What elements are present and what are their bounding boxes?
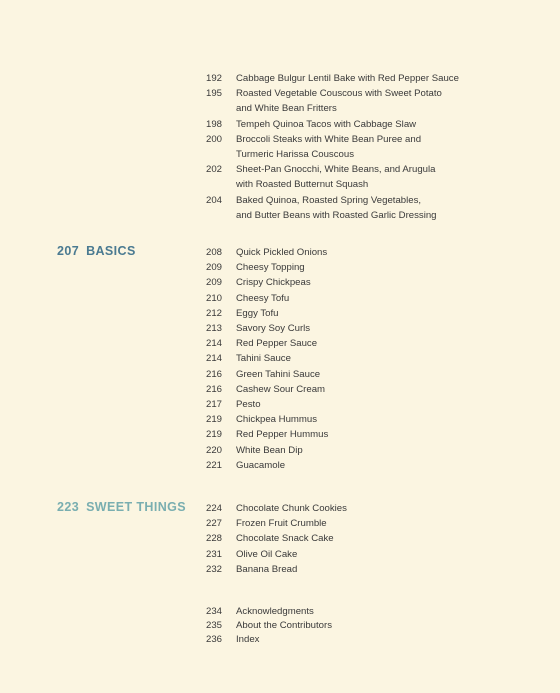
entry-title: Pesto bbox=[236, 399, 261, 411]
entry-title: Olive Oil Cake bbox=[236, 548, 298, 560]
entry-title: Guacamole bbox=[236, 459, 286, 471]
entry-title: White Bean Dip bbox=[236, 444, 303, 456]
toc-entry[interactable] bbox=[206, 260, 506, 275]
section-heading-page: 207 bbox=[57, 244, 80, 258]
toc-entry[interactable] bbox=[206, 547, 506, 562]
toc-entry[interactable] bbox=[206, 516, 506, 531]
entry-title: Green Tahini Sauce bbox=[236, 368, 321, 380]
section-heading[interactable] bbox=[57, 500, 186, 514]
entry-title: Red Pepper Sauce bbox=[236, 338, 318, 350]
toc-entry[interactable] bbox=[206, 336, 506, 351]
entry-title: Broccoli Steaks with White Bean Puree and Turmeric Harissa Couscous bbox=[236, 133, 422, 161]
entry-title: Frozen Fruit Crumble bbox=[236, 518, 327, 530]
entry-page: 195 bbox=[206, 88, 223, 100]
toc-entry[interactable] bbox=[206, 427, 506, 442]
entry-title: Chocolate Snack Cake bbox=[236, 533, 334, 545]
entry-title: Cashew Sour Cream bbox=[236, 383, 326, 395]
toc-entry[interactable] bbox=[206, 132, 506, 162]
toc-entry[interactable] bbox=[206, 245, 506, 260]
section-heading[interactable] bbox=[57, 244, 136, 258]
entry-page: 227 bbox=[206, 518, 223, 530]
entry-title: Sheet-Pan Gnocchi, White Beans, and Arugula with Roasted Butternut Squash bbox=[236, 164, 436, 191]
toc-entry[interactable] bbox=[206, 86, 506, 116]
entry-title: Cheesy Topping bbox=[236, 262, 305, 274]
toc-entry[interactable] bbox=[206, 633, 506, 647]
toc-entry[interactable] bbox=[206, 619, 506, 633]
entry-page: 216 bbox=[206, 383, 223, 395]
entry-title: Cheesy Tofu bbox=[236, 292, 290, 304]
entry-title: Roasted Vegetable Couscous with Sweet Potato and White Bean Fritters bbox=[236, 88, 442, 115]
entry-title: Chocolate Chunk Cookies bbox=[236, 503, 347, 514]
toc-entry[interactable] bbox=[206, 501, 506, 516]
entry-page: 202 bbox=[206, 164, 223, 176]
entry-page: 234 bbox=[206, 606, 223, 617]
toc-entry[interactable] bbox=[206, 306, 506, 321]
toc-entry[interactable] bbox=[206, 275, 506, 290]
entry-title: Baked Quinoa, Roasted Spring Vegetables, and Butter Beans with Roasted Garlic Dressing bbox=[236, 194, 437, 221]
entry-page: 231 bbox=[206, 548, 223, 560]
toc-entry[interactable] bbox=[206, 71, 506, 86]
entry-title: Tempeh Quinoa Tacos with Cabbage Slaw bbox=[236, 118, 417, 130]
entry-page: 192 bbox=[206, 73, 223, 84]
toc-entry[interactable] bbox=[206, 605, 506, 619]
toc-entry[interactable] bbox=[206, 443, 506, 458]
entry-page: 236 bbox=[206, 634, 223, 645]
toc-entry[interactable] bbox=[206, 321, 506, 336]
entry-page: 216 bbox=[206, 368, 223, 380]
entry-page: 220 bbox=[206, 444, 223, 456]
entry-title: Chickpea Hummus bbox=[236, 414, 318, 426]
toc-entry[interactable] bbox=[206, 531, 506, 546]
entry-page: 232 bbox=[206, 563, 223, 575]
entry-title: Crispy Chickpeas bbox=[236, 277, 311, 289]
entry-page: 217 bbox=[206, 399, 223, 411]
entry-title: Eggy Tofu bbox=[236, 307, 279, 319]
entry-page: 209 bbox=[206, 262, 223, 274]
entry-page: 212 bbox=[206, 307, 223, 319]
section-heading-title: SWEET THINGS bbox=[86, 500, 187, 514]
entry-page: 228 bbox=[206, 533, 223, 545]
toc-entry[interactable] bbox=[206, 397, 506, 412]
entry-title: Red Pepper Hummus bbox=[236, 429, 329, 441]
entry-page: 235 bbox=[206, 620, 223, 631]
toc-entry[interactable] bbox=[206, 367, 506, 382]
toc-entry[interactable] bbox=[206, 193, 506, 223]
toc-entry[interactable] bbox=[206, 117, 506, 132]
entry-title: Savory Soy Curls bbox=[236, 323, 311, 335]
toc-entry[interactable] bbox=[206, 162, 506, 192]
entry-page: 214 bbox=[206, 338, 223, 350]
toc-entry-list bbox=[206, 501, 506, 577]
entry-title: Acknowledgments bbox=[236, 606, 314, 617]
entry-page: 213 bbox=[206, 323, 223, 335]
section-heading-page: 223 bbox=[57, 500, 80, 514]
entry-page: 214 bbox=[206, 353, 223, 365]
entry-title: About the Contributors bbox=[236, 620, 332, 631]
toc-entry[interactable] bbox=[206, 291, 506, 306]
entry-page: 208 bbox=[206, 247, 223, 258]
entry-page: 198 bbox=[206, 118, 223, 130]
entry-title: Cabbage Bulgur Lentil Bake with Red Pepper Sauce bbox=[236, 73, 459, 84]
entry-page: 209 bbox=[206, 277, 223, 289]
toc-entry[interactable] bbox=[206, 458, 506, 473]
toc-entry[interactable] bbox=[206, 351, 506, 366]
entry-page: 219 bbox=[206, 414, 223, 426]
entry-page: 221 bbox=[206, 459, 223, 471]
toc-entry[interactable] bbox=[206, 562, 506, 577]
toc-entry[interactable] bbox=[206, 412, 506, 427]
toc-entry-list bbox=[206, 245, 506, 473]
entry-title: Index bbox=[236, 634, 260, 645]
entry-page: 224 bbox=[206, 503, 223, 514]
toc-entry-list bbox=[206, 605, 506, 647]
entry-title: Tahini Sauce bbox=[236, 353, 291, 365]
entry-title: Quick Pickled Onions bbox=[236, 247, 328, 258]
entry-page: 204 bbox=[206, 194, 223, 206]
entry-page: 210 bbox=[206, 292, 223, 304]
toc-entry-list bbox=[206, 71, 506, 223]
entry-page: 219 bbox=[206, 429, 223, 441]
entry-page: 200 bbox=[206, 133, 223, 145]
section-heading-title: BASICS bbox=[86, 244, 136, 258]
entry-title: Banana Bread bbox=[236, 563, 298, 575]
toc-entry[interactable] bbox=[206, 382, 506, 397]
